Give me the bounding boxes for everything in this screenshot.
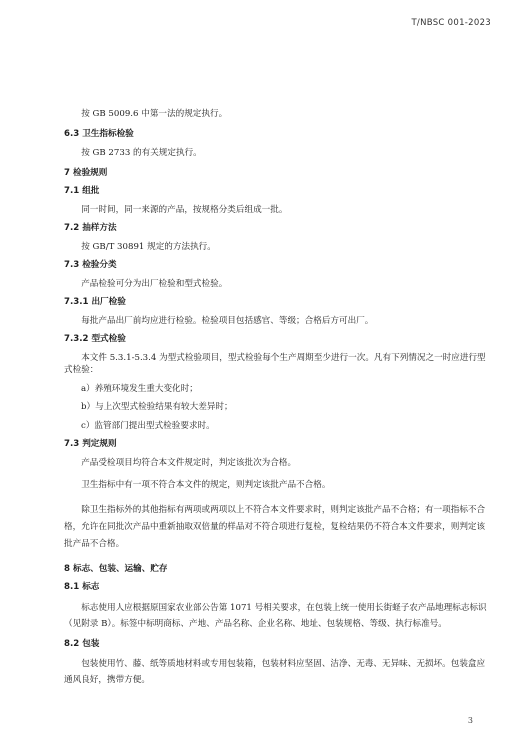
document-code: T/NBSC 001-2023: [411, 18, 491, 28]
paragraph: 本文件 5.3.1-5.3.4 为型式检验项目，型式检验每个生产周期至少进行一次。凡有下列情况之一时应进行型式检验：: [64, 352, 486, 375]
paragraph: 除卫生指标外的其他指标有两项或两项以上不符合本文件要求时，则判定该批产品不合格；有一项指标不合格，允许在同批次产品中重新抽取双倍量的样品对不符合项进行复检，复检结果仍不符合本文件要求，则判定该批产品不合格。: [64, 504, 486, 549]
document-body: [64, 108, 490, 688]
section-heading: 7.1 组批: [64, 186, 100, 196]
section-heading: 7.3.1 出厂检验: [64, 297, 126, 307]
paragraph: 按 GB 5009.6 中第一法的规定执行。: [81, 109, 228, 119]
paragraph: 标志使用人应根据原国家农业部公告第 1071 号相关要求，在包装上统一使用长街蛏子农产品地理标志标识（见附录 B）。标签中标明商标、产地、产品名称、企业名称、地址、包装规格、等级、执行标准号。: [64, 602, 487, 629]
paragraph: 卫生指标中有一项不符合本文件的规定，则判定该批产品不合格。: [81, 480, 331, 490]
section-heading: 8.1 标志: [64, 582, 100, 592]
page-number: 3: [467, 716, 473, 725]
section-heading: 6.3 卫生指标检验: [64, 128, 134, 139]
paragraph: 产品检验可分为出厂检验和型式检验。: [81, 278, 228, 289]
list-item: b）与上次型式检验结果有较大差异时；: [81, 402, 233, 412]
paragraph: 每批产品出厂前均应进行检验。检验项目包括感官、等级；合格后方可出厂。: [81, 315, 374, 326]
section-heading: 8.2 包装: [64, 638, 100, 649]
section-heading: 7 检验规则: [64, 167, 108, 178]
paragraph: 包装使用竹、藤、纸等质地材料或专用包装箱，包装材料应坚固、洁净、无毒、无异味、无损坏。包装盒应通风良好，携带方便。: [64, 659, 486, 685]
section-heading: 7.3.2 型式检验: [64, 334, 126, 344]
section-heading: 7.2 抽样方法: [64, 223, 117, 233]
paragraph: 按 GB/T 30891 规定的方法执行。: [81, 241, 216, 252]
paragraph: 产品受检项目均符合本文件规定时，判定该批次为合格。: [81, 457, 297, 468]
section-heading: 7.3 判定规则: [64, 439, 117, 449]
section-heading: 8 标志、包装、运输、贮存: [64, 563, 168, 574]
list-item: c）监管部门提出型式检验要求时。: [81, 420, 215, 431]
list-item: a）养殖环境发生重大变化时；: [81, 383, 198, 394]
paragraph: 同一时间，同一来源的产品，按规格分类后组成一批。: [81, 204, 288, 215]
paragraph: 按 GB 2733 的有关规定执行。: [81, 148, 202, 158]
section-heading: 7.3 检验分类: [64, 260, 117, 270]
